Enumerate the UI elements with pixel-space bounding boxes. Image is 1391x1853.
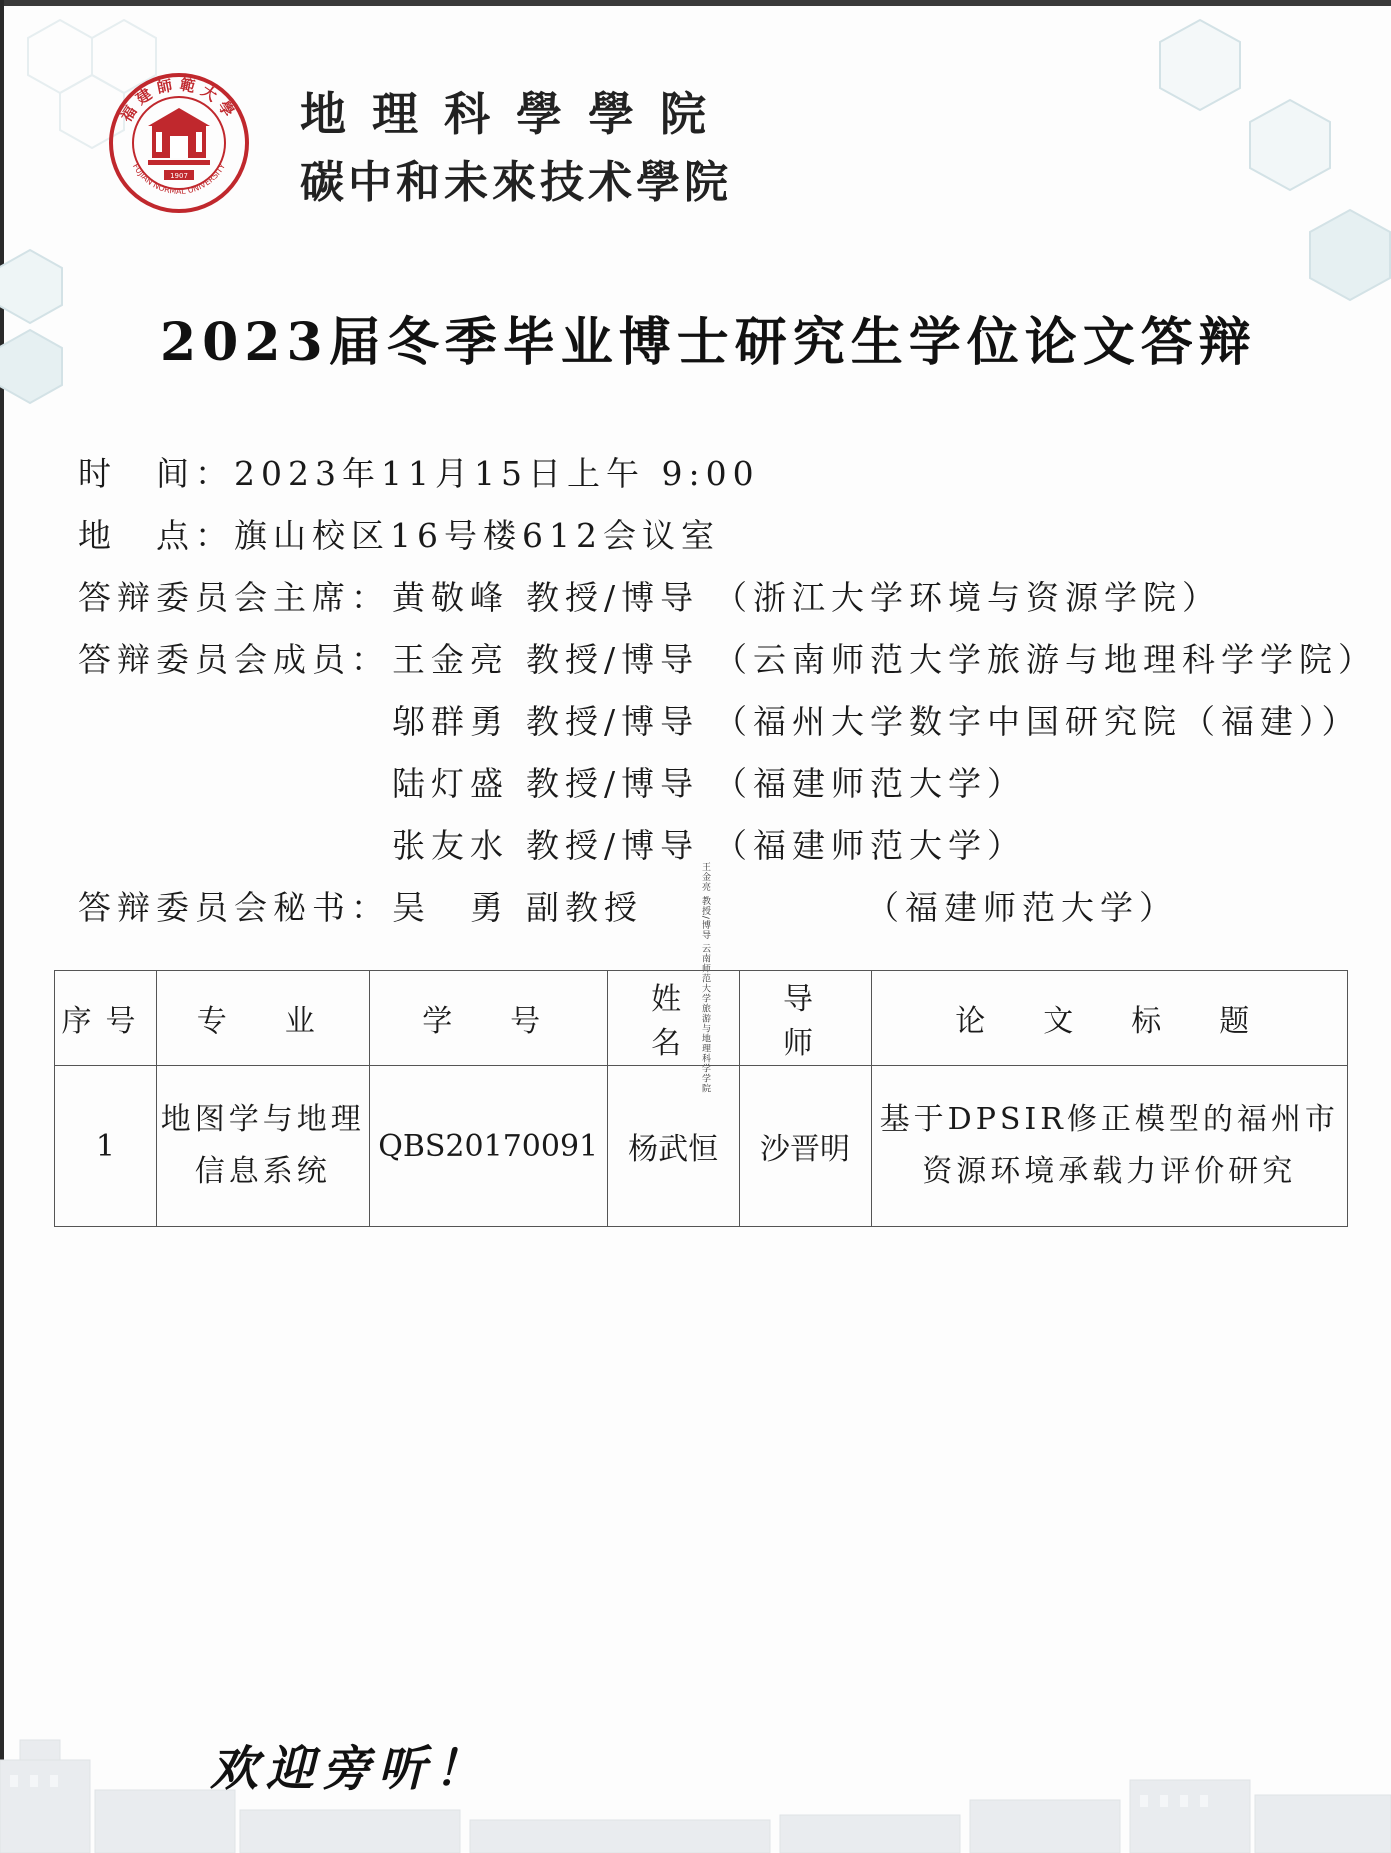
member-entry: [392, 758, 1026, 805]
campus-skyline-decoration: [0, 1700, 1391, 1853]
member-org: （福建师范大学）: [714, 764, 1026, 803]
college-subtitle: 碳中和未來技术學院: [300, 157, 732, 208]
member-entry: [392, 696, 1361, 743]
member-org: （云南师范大学旅游与地理科学学院）: [714, 640, 1377, 679]
header-thesis-title: 论 文 标 题: [871, 971, 1347, 1066]
chair-title: 教授/博导: [526, 578, 700, 617]
secretary-entry: [392, 882, 1178, 929]
member-org: （福州大学数字中国研究院（福建））: [714, 702, 1361, 741]
member-name: 王金亮: [392, 640, 509, 679]
cell-index: 1: [55, 1066, 157, 1227]
chair-label: 答辩委员会主席：: [78, 578, 390, 617]
chair-entry: [392, 572, 1221, 619]
logo-bottom-text: FUJIAN NORMAL UNIVERSITY: [130, 162, 228, 196]
secretary-title: 副教授: [526, 888, 643, 927]
time-label: 时 间：: [78, 454, 234, 493]
header-advisor: 导 师: [739, 971, 871, 1066]
member-name: 张友水: [392, 826, 509, 865]
defense-schedule-table: [54, 970, 1348, 1227]
member-title: 教授/博导: [526, 826, 700, 865]
time-line: [78, 448, 760, 495]
stray-vertical-note: 王金亮 教授/博导 云南师范大学旅游与地理科学学院: [700, 862, 710, 1094]
place-value: 旗山校区16号楼612会议室: [234, 516, 720, 555]
welcome-message: 欢迎旁听！: [210, 1741, 491, 1797]
member-entry: [392, 634, 1377, 681]
chair-name: 黄敬峰: [392, 578, 509, 617]
members-label: 答辩委员会成员：: [78, 640, 390, 679]
cell-major: 地图学与地理信息系统: [156, 1066, 369, 1227]
time-value: 2023年11月15日上午 9:00: [234, 454, 760, 493]
header-index: 序号: [55, 971, 157, 1066]
member-title: 教授/博导: [526, 702, 700, 741]
header-major: 专 业: [156, 971, 369, 1066]
header-student-id: 学 号: [369, 971, 607, 1066]
member-name: 陆灯盛: [392, 764, 509, 803]
secretary-org: （福建师范大学）: [866, 888, 1178, 927]
header-name: 姓 名: [607, 971, 739, 1066]
cell-student-id: QBS20170091: [369, 1066, 607, 1227]
member-title: 教授/博导: [526, 764, 700, 803]
university-seal-logo: [108, 72, 250, 214]
table-header-row: [55, 971, 1348, 1066]
secretary-name: 吴 勇: [392, 888, 509, 927]
place-label: 地 点：: [78, 516, 234, 555]
college-name: 地理科學學院: [300, 87, 732, 141]
cell-name: 杨武恒: [607, 1066, 739, 1227]
page-title: 2023届冬季毕业博士研究生学位论文答辩: [160, 312, 1257, 373]
member-org: （福建师范大学）: [714, 826, 1026, 865]
member-name: 邬群勇: [392, 702, 509, 741]
member-entry: [392, 820, 1026, 867]
member-title: 教授/博导: [526, 640, 700, 679]
secretary-label: 答辩委员会秘书：: [78, 888, 390, 927]
chair-org: （浙江大学环境与资源学院）: [714, 578, 1221, 617]
logo-year: 1907: [170, 172, 188, 180]
place-line: [78, 510, 720, 557]
cell-advisor: 沙晋明: [739, 1066, 871, 1227]
table-row: [55, 1066, 1348, 1227]
cell-thesis-title: 基于DPSIR修正模型的福州市资源环境承载力评价研究: [871, 1066, 1347, 1227]
logo-top-text: 福建師範大學: [117, 75, 241, 126]
